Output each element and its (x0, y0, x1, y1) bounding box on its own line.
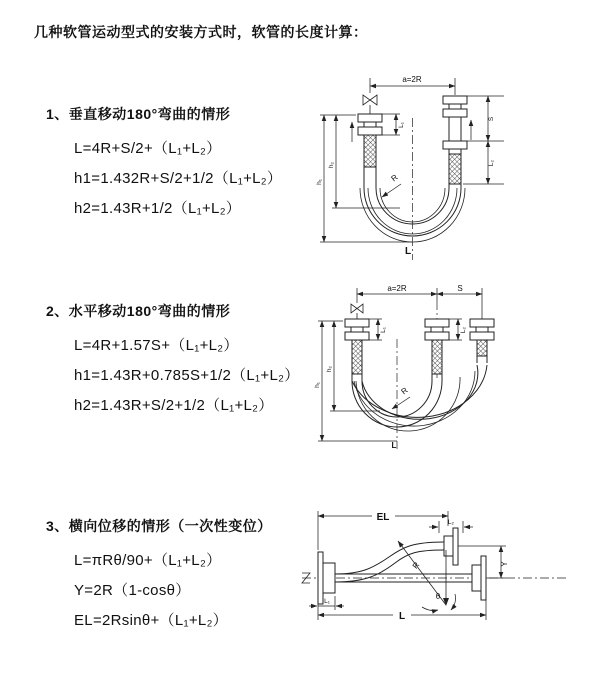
length-label: L (391, 441, 397, 450)
formula-line: L=4R+S/2+（L₁+L₂） (74, 140, 222, 157)
radius-label: R (410, 560, 422, 571)
dim-label-l: L (398, 611, 406, 622)
right-hose-end-fitting (470, 319, 494, 363)
radius-label: R (399, 385, 410, 397)
left-hose-end-fitting (345, 319, 369, 381)
left-flange (318, 552, 335, 604)
diagram-lateral-displacement (296, 503, 596, 653)
dim-label-h1: h₁ (316, 179, 323, 185)
dim-label-l2: L₂ (460, 326, 467, 334)
valve-icon (363, 95, 377, 114)
valve-icon (351, 304, 363, 319)
dim-label-el: EL (376, 512, 390, 523)
dim-label-h1: h₁ (314, 382, 321, 388)
formula-line: Y=2R（1-cosθ） (74, 582, 191, 599)
left-hose-end-fitting (358, 114, 382, 188)
dim-label-y: Y (500, 561, 509, 567)
dim-label-h2: h₂ (328, 161, 335, 169)
dim-label-l1: L₁ (398, 122, 405, 128)
dim-label-l2: L₂ (447, 519, 455, 526)
formula-line: h1=1.432R+S/2+1/2（L₁+L₂） (74, 170, 283, 187)
right-hose-end-fitting (443, 96, 467, 188)
section-horizontal-bend (46, 301, 300, 421)
section-2-heading: 2、水平移动180°弯曲的情形 (46, 303, 231, 319)
section-1-heading: 1、垂直移动180°弯曲的情形 (46, 106, 231, 122)
diagram-vertical-180-bend (308, 70, 590, 266)
dim-label-span: a=2R (387, 284, 407, 293)
radius-label: R (389, 172, 400, 184)
angle-label: θ (435, 592, 441, 601)
formula-line: h2=1.43R+1/2（L₁+L₂） (74, 200, 242, 217)
formula-line: L=4R+1.57S+（L₁+L₂） (74, 337, 239, 354)
diagram-horizontal-180-bend (310, 281, 592, 457)
dim-label-l2: L₂ (488, 159, 495, 167)
hose-u-bend (352, 365, 487, 431)
hose-displaced-position (335, 542, 444, 582)
page-title: 几种软管运动型式的安装方式时，软管的长度计算： (34, 24, 368, 40)
length-label: L (404, 246, 412, 257)
formula-line: h2=1.43R+S/2+1/2（L₁+L₂） (74, 397, 274, 414)
dim-label-span: a=2R (402, 75, 422, 84)
section-vertical-bend (46, 104, 282, 224)
formula-line: h1=1.43R+0.785S+1/2（L₁+L₂） (74, 367, 300, 384)
dim-label-l1: L₁ (324, 598, 330, 605)
dim-label-l1: L₁ (380, 327, 387, 333)
formula-line: L=πRθ/90+（L₁+L₂） (74, 552, 222, 569)
formula-line: EL=2Rsinθ+（L₁+L₂） (74, 612, 228, 629)
right-flange (472, 556, 486, 600)
section-3-heading: 3、横向位移的情形（一次性变位） (46, 518, 272, 534)
middle-hose-end-fitting (425, 319, 449, 381)
section-lateral-displacement (46, 516, 272, 636)
dim-label-h2: h₂ (326, 365, 333, 373)
dim-label-s: S (457, 284, 463, 293)
dim-label-s: S (488, 116, 495, 122)
